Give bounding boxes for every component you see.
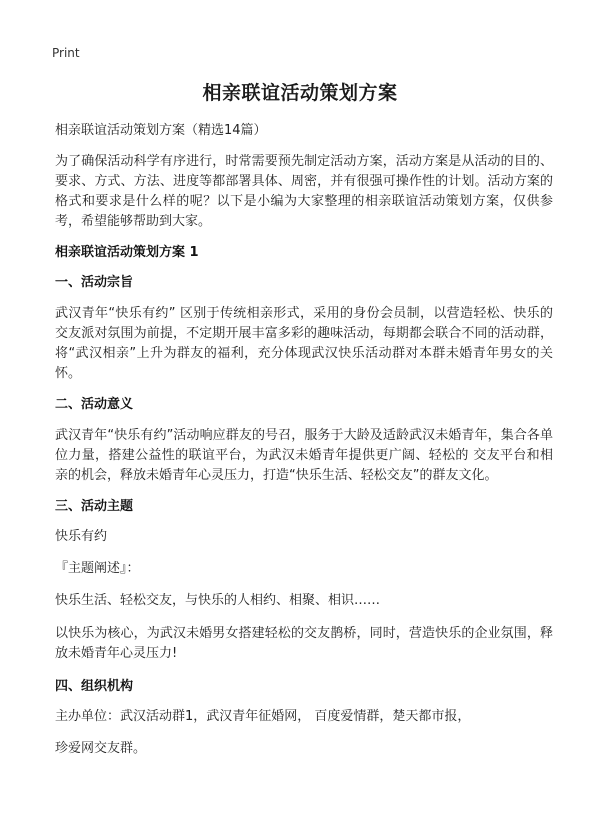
section-heading-purpose: 一、活动宗旨: [55, 275, 134, 290]
organizer-line-continued: 珍爱网交友群。: [55, 741, 147, 756]
intro-paragraph: 为了确保活动科学有序进行，时常需要预先制定活动方案，活动方案是从活动的目的、要求、方式、方法、进度等都部署具体、周密，并有很强可操作性的计划。活动方案的格式和要求是什么样的呢？以下是小编为大家整理的相亲联谊活动策划方案，仅供参考，希望能够帮助到大家。: [55, 154, 553, 229]
section-heading-significance: 二、活动意义: [55, 397, 134, 412]
document-body: [55, 122, 553, 772]
section-heading-theme: 三、活动主题: [55, 499, 134, 514]
theme-line: 快乐生活、轻松交友，与快乐的人相约、相聚、相识……: [55, 593, 381, 608]
theme-body: 以快乐为核心，为武汉未婚男女搭建轻松的交友鹊桥，同时，营造快乐的企业氛围，释放未婚青年心灵压力!: [55, 626, 553, 661]
print-link[interactable]: Print: [52, 46, 80, 60]
organizer-line: 主办单位：武汉活动群1，武汉青年征婚网， 百度爱情群，楚天都市报，: [55, 709, 471, 724]
section-body-purpose: 武汉青年“快乐有约” 区别于传统相亲形式，采用的身份会员制，以营造轻松、快乐的交友派对氛围为前提，不定期开展丰富多彩的趣味活动，每期都会联合不同的活动群，将“武汉相亲”上升为群友的福利，充分体现武汉快乐活动群对本群未婚青年男女的关怀。: [55, 306, 553, 381]
theme-label: 『主题阐述』：: [55, 561, 140, 576]
page-title: 相亲联谊活动策划方案: [202, 82, 398, 104]
section-heading-organization: 四、组织机构: [55, 679, 134, 694]
document-subtitle: 相亲联谊活动策划方案（精选14篇）: [55, 123, 267, 138]
theme-name: 快乐有约: [55, 529, 108, 544]
section-body-significance: 武汉青年“快乐有约”活动响应群友的号召，服务于大龄及适龄武汉未婚青年，集合各单位力量，搭建公益性的联谊平台，为武汉未婚青年提供更广阔、轻松的 交友平台和相亲的机会，释放未婚青年心灵压力，打造“快乐生活、轻松交友”的群友文化。: [55, 428, 553, 483]
part-heading: 相亲联谊活动策划方案 1: [55, 245, 199, 260]
